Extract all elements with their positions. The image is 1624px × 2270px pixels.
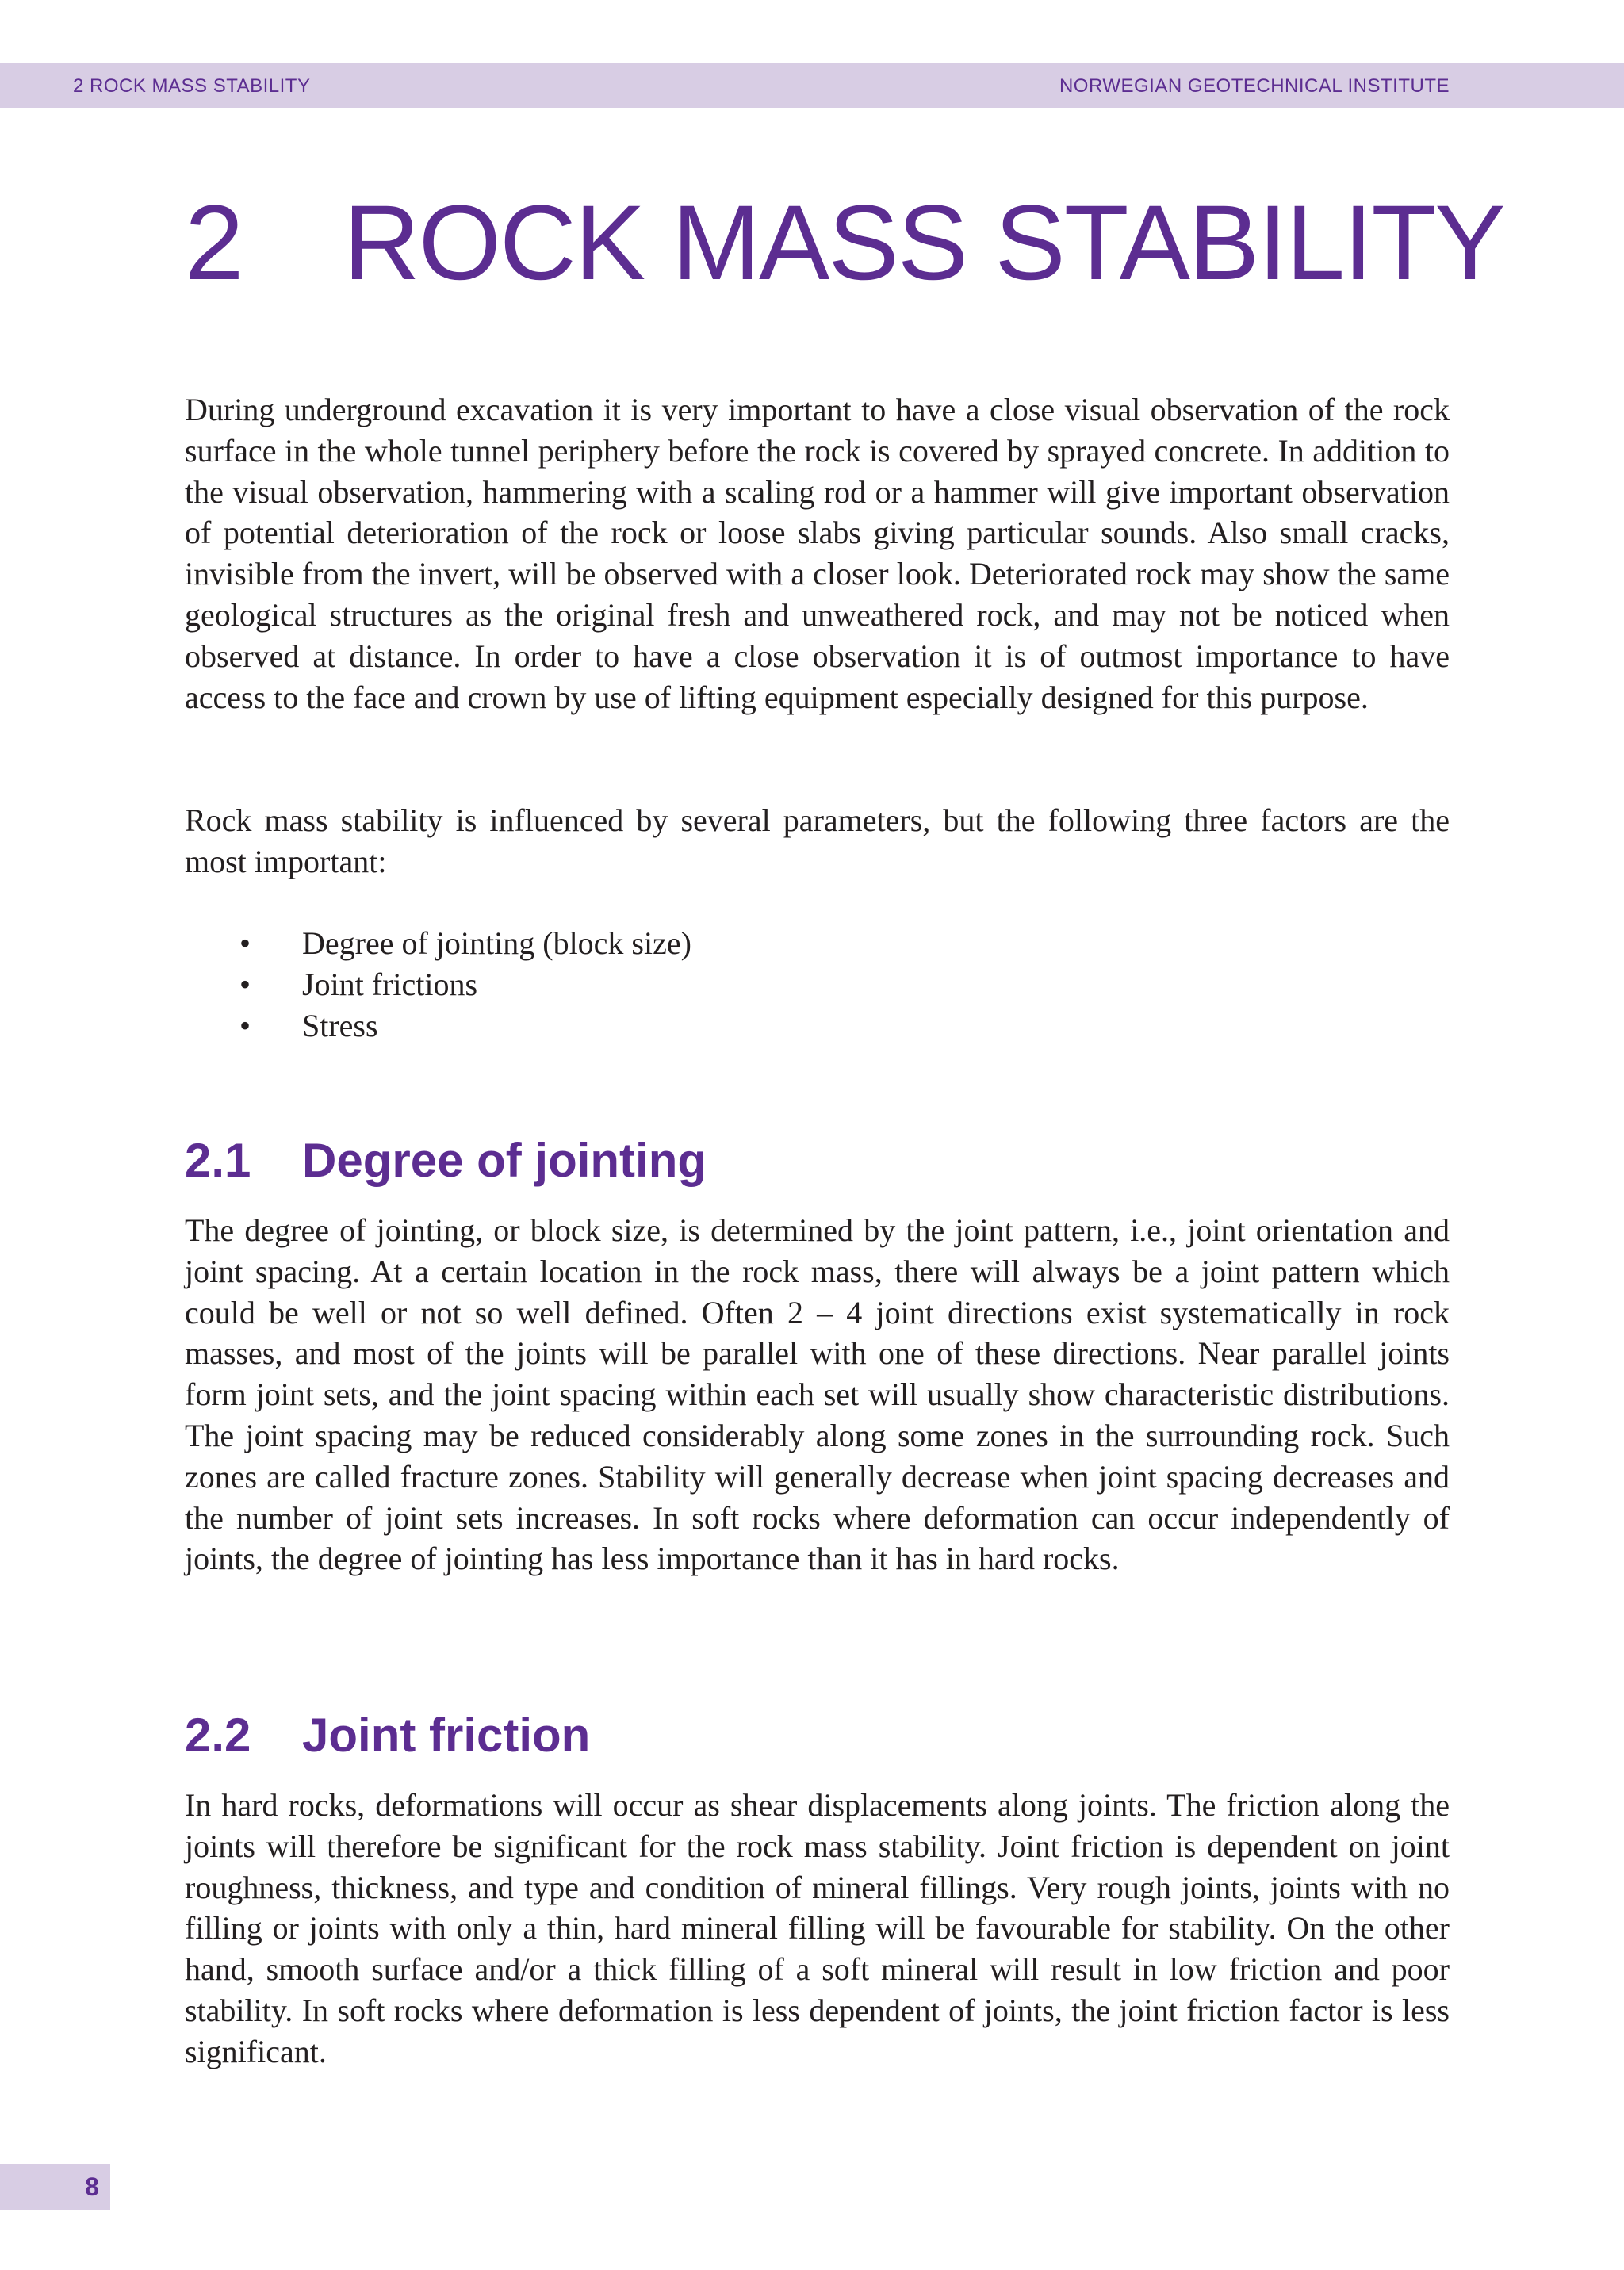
list-item-text: Degree of jointing (block size) <box>302 925 691 961</box>
section-number: 2.1 <box>185 1134 251 1187</box>
list-item-text: Stress <box>302 1007 378 1043</box>
factors-list <box>185 923 691 1046</box>
section-paragraph-degree-of-jointing: The degree of jointing, or block size, is determined by the joint pattern, i.e., joint orientation and joint spacing. At a certain location in the rock mass, there will always be a joint pattern which could be well or not so well defined. Often 2 – 4 joint directions exist systematically in rock masses, and most of the joints will be parallel with one of these directions. Near parallel joints form joint sets, and the joint spacing within each set will usually show characteristic distributions. The joint spacing may be reduced considerably along some zones in the surrounding rock. Such zones are called fracture zones. Stability will generally decrease when joint spacing decreases and the number of joint sets increases. In soft rocks where deformation can occur independently of joints, the degree of jointing has less importance than it has in hard rocks. <box>185 1212 1450 1577</box>
running-header <box>0 63 1624 108</box>
section-heading-joint-friction <box>185 1708 590 1763</box>
section-paragraph-joint-friction: In hard rocks, deformations will occur as shear displacements along joints. The friction along the joints will therefore be significant for the rock mass stability. Joint friction is dependent on joint roughness, thickness, and type and condition of mineral fillings. Very rough joints, joints with no filling or joints with only a thin, hard mineral filling will be favourable for stability. On the other hand, smooth surface and/or a thick filling of a soft mineral will result in low friction and poor stability. In soft rocks where deformation is less dependent of joints, the joint friction factor is less significant. <box>185 1787 1450 2069</box>
chapter-title-text: ROCK MASS STABILITY <box>343 184 1504 302</box>
page-number-tab <box>0 2164 110 2210</box>
chapter-title <box>185 184 1504 303</box>
section-title: Joint friction <box>302 1709 591 1762</box>
bullet-marker: • <box>239 925 251 961</box>
section-title: Degree of jointing <box>302 1134 707 1187</box>
bullet-marker: • <box>239 1007 251 1043</box>
header-chapter-label: 2 ROCK MASS STABILITY <box>73 75 311 97</box>
intro-paragraph: During underground excavation it is very important to have a close visual observation of the rock surface in the whole tunnel periphery before the rock is covered by sprayed concrete. In addition to the visual observation, hammering with a scaling rod or a hammer will give important observation of potential deterioration of the rock or loose slabs giving particular sounds. Also small cracks, invisible from the invert, will be observed with a closer look. Deteriorated rock may show the same geological structures as the original fresh and unweathered rock, and may not be noticed when observed at distance. In order to have a close observation it is of outmost importance to have access to the face and crown by use of lifting equipment especially designed for this purpose. <box>185 392 1450 715</box>
section-heading-degree-of-jointing <box>185 1133 707 1189</box>
bullet-marker: • <box>239 966 251 1002</box>
header-publisher-label: NORWEGIAN GEOTECHNICAL INSTITUTE <box>1059 75 1450 97</box>
list-item <box>185 1005 691 1047</box>
page-number: 8 <box>85 2172 99 2201</box>
factors-intro-paragraph: Rock mass stability is influenced by several parameters, but the following three factors are the most important: <box>185 802 1450 879</box>
list-item <box>185 964 691 1005</box>
list-item-text: Joint frictions <box>302 966 478 1002</box>
section-number: 2.2 <box>185 1709 251 1762</box>
chapter-number: 2 <box>185 184 243 302</box>
list-item <box>185 923 691 964</box>
